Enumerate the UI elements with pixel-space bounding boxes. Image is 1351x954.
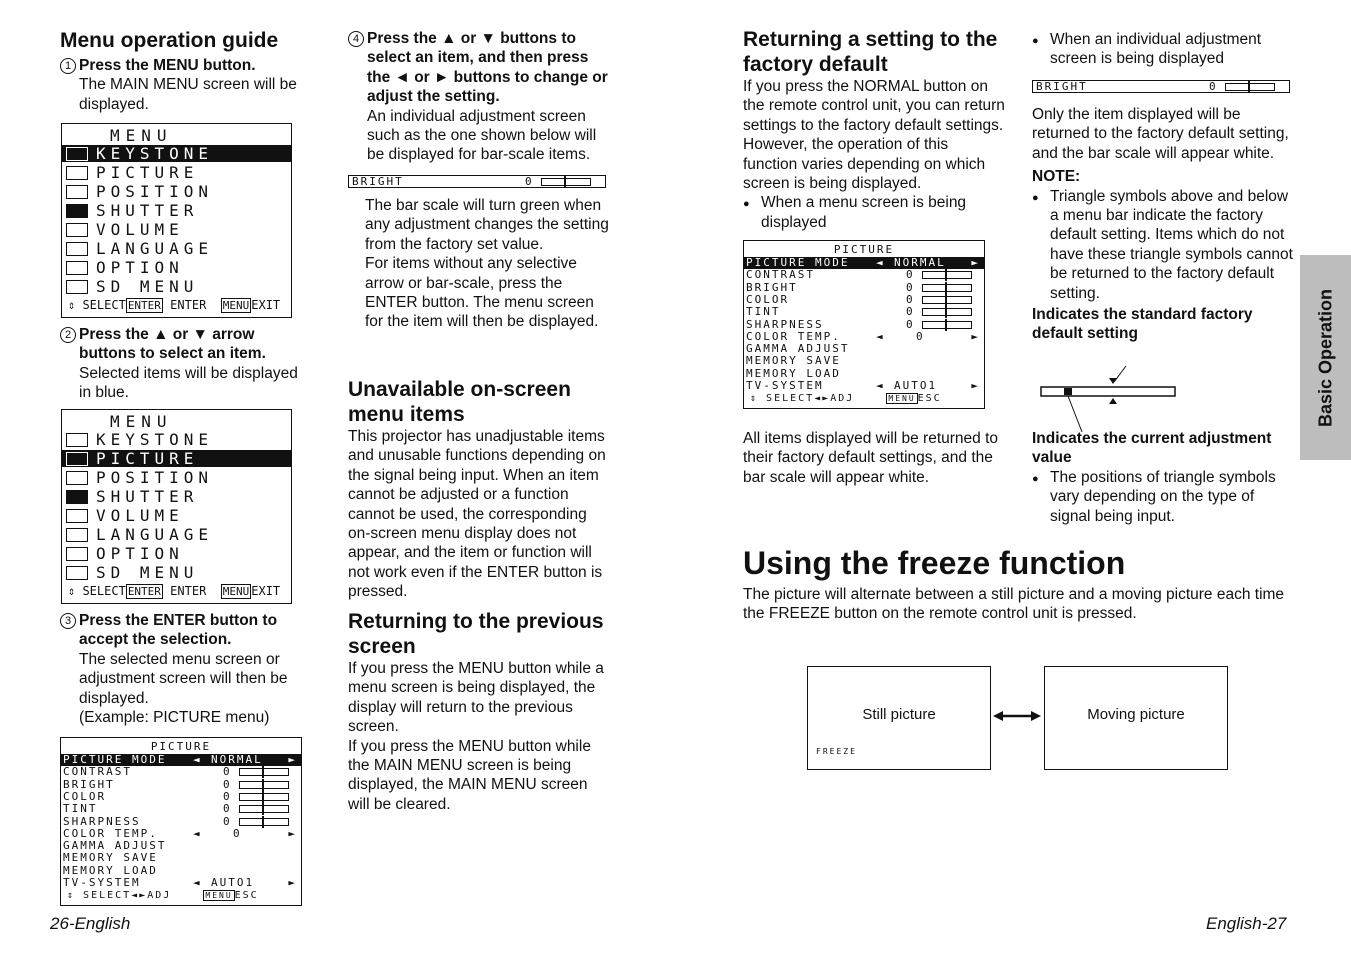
bar-scale <box>239 781 289 789</box>
menu-item-label: VOLUME <box>96 219 184 239</box>
picture-menu-row[interactable]: MEMORY SAVE <box>63 851 158 865</box>
paragraph: This projector has unadjustable items and unusable functions depending on the signal being input. When an item cannot be adjusted or a function cannot be used, the corresponding on-screen menu display does not appear, and the item or function will not work even if the ENTER button is pressed. <box>348 428 606 601</box>
picture-menu-row[interactable]: MEMORY SAVE <box>746 354 841 368</box>
current-value-section <box>1032 429 1294 526</box>
step-text: The selected menu screen or adjustment screen will then be displayed. <box>79 650 288 707</box>
side-tab-label: Basic Operation <box>1314 288 1335 427</box>
picture-menu-footer: ⇕ SELECT◄►ADJ MENU ESC <box>67 890 259 901</box>
section-title-factory-default: Returning a setting to the factory default <box>743 28 998 76</box>
bullet-menu-screen: ● When a menu screen is being displayed <box>743 193 1005 232</box>
menu-item-icon <box>66 242 88 256</box>
menu-title: MENU <box>110 412 173 431</box>
main-menu-screen-picture-selected <box>61 409 292 604</box>
picture-menu-row[interactable]: GAMMA ADJUST <box>63 839 167 853</box>
moving-picture-frame <box>1044 666 1228 770</box>
menu-item-label: POSITION <box>96 467 214 487</box>
bar-scale <box>922 308 972 316</box>
picture-menu-row[interactable]: BRIGHT 0 <box>61 779 301 791</box>
picture-menu-row[interactable]: PICTURE MODE ◄ NORMAL ► <box>61 754 301 766</box>
up-down-icon: ⇕ <box>67 890 84 901</box>
bright-adjust-bar <box>348 175 606 188</box>
menu-screen-result <box>743 429 1005 487</box>
step-2 <box>60 325 310 403</box>
menu-item[interactable] <box>62 202 291 219</box>
menu-item-icon <box>66 433 88 447</box>
freeze-osd-tag: FREEZE <box>816 746 857 756</box>
picture-menu-row[interactable]: SHARPNESS 0 <box>61 816 301 828</box>
picture-menu-row[interactable]: COLOR 0 <box>61 791 301 803</box>
picture-menu-screen <box>60 737 302 906</box>
paragraph: If you press the MENU button while a menu screen is being displayed, the display will return to the previous screen. <box>348 660 604 736</box>
picture-menu-row[interactable]: CONTRAST 0 <box>744 269 984 281</box>
picture-menu-title: PICTURE <box>150 740 212 753</box>
section-title-return-previous: Returning to the previous screen <box>348 610 604 658</box>
menu-item-icon <box>66 280 88 294</box>
bullet-individual-screen: ● When an individual adjustment screen is being displayed <box>1032 30 1292 69</box>
step-example: (Example: PICTURE menu) <box>79 709 270 727</box>
menu-item-icon <box>66 261 88 275</box>
menu-item-label: SHUTTER <box>96 200 199 220</box>
menu-item-label: LANGUAGE <box>96 524 214 544</box>
triangle-up-icon <box>1109 398 1117 404</box>
menu-item[interactable] <box>62 145 291 162</box>
picture-menu-footer: ⇕ SELECT◄►ADJ MENU ESC <box>750 393 942 404</box>
menu-item-label: OPTION <box>96 257 184 277</box>
menu-item-label: OPTION <box>96 543 184 563</box>
step-heading: Press the ENTER button to accept the selection. <box>79 612 278 649</box>
picture-menu-row[interactable]: GAMMA ADJUST <box>746 342 850 356</box>
bar-scale <box>1225 83 1275 91</box>
paragraph: If you press the MENU button while the MAIN MENU screen is being displayed, the MAIN MENU screen will be cleared. <box>348 737 591 813</box>
bar-scale <box>239 793 289 801</box>
menu-item[interactable] <box>62 488 291 505</box>
page-number-left: 26-English <box>50 914 131 933</box>
menu-item[interactable] <box>62 469 291 486</box>
step-heading: Press the ▲ or ▼ arrow buttons to select an item. <box>79 326 266 363</box>
picture-menu-row[interactable]: PICTURE MODE ◄ NORMAL ► <box>744 257 984 269</box>
step-heading: Press the ▲ or ▼ buttons to select an item, and then press the ◄ or ► buttons to change or adjust the setting. <box>367 30 608 106</box>
standard-setting-label: Indicates the standard factory default setting <box>1032 306 1253 343</box>
bar-scale <box>922 284 972 292</box>
picture-menu-row[interactable]: CONTRAST 0 <box>61 766 301 778</box>
menu-item-icon <box>66 471 88 485</box>
step-number: 2 <box>60 327 76 343</box>
picture-menu-row[interactable]: TV-SYSTEM ◄ AUTO1 ► <box>746 379 980 392</box>
left-right-icon: ◄► <box>131 890 148 901</box>
step-heading: Press the MENU button. <box>79 57 256 74</box>
menu-item[interactable] <box>62 564 291 581</box>
menu-item-icon <box>66 490 88 504</box>
menu-item-icon <box>66 223 88 237</box>
menu-footer: ⇕ SELECT ENTER ENTER MENU EXIT <box>68 584 281 598</box>
paragraph: All items displayed will be returned to their factory default settings, and the bar scale will appear white. <box>743 430 999 486</box>
bright-adjust-bar <box>1032 80 1290 93</box>
still-picture-frame <box>807 666 991 770</box>
menu-item-label: SD MENU <box>96 276 199 296</box>
menu-item[interactable] <box>62 545 291 562</box>
still-picture-label: Still picture <box>862 706 936 723</box>
double-arrow-icon <box>993 708 1041 724</box>
bar-scale <box>922 321 972 329</box>
menu-item[interactable] <box>62 240 291 257</box>
bright-label: BRIGHT <box>352 175 404 188</box>
bar-scale <box>541 178 591 186</box>
factory-default-diagram <box>1030 362 1190 434</box>
freeze-text: The picture will alternate between a still picture and a moving picture each time the FREEZE button on the remote control unit is pressed. <box>743 586 1285 623</box>
picture-menu-screen <box>743 240 985 409</box>
bright-label: BRIGHT <box>1036 80 1088 93</box>
bar-scale <box>922 296 972 304</box>
menu-item[interactable] <box>62 259 291 276</box>
position-bullet: ● The positions of triangle symbols vary depending on the type of signal being input. <box>1032 468 1294 526</box>
step-text: Selected items will be displayed in blue. <box>79 364 298 402</box>
bar-scale <box>922 271 972 279</box>
step-4 <box>348 29 610 165</box>
unavailable-section <box>348 377 610 602</box>
menu-item-label: PICTURE <box>96 162 199 182</box>
left-right-icon: ◄► <box>814 393 831 404</box>
up-down-icon: ⇕ <box>68 584 83 598</box>
triangle-down-icon <box>1109 378 1117 384</box>
menu-item-icon <box>66 452 88 466</box>
factory-default-section <box>743 27 1005 232</box>
note-section <box>1032 105 1294 344</box>
paragraph: For items without any selective arrow or bar-scale, press the ENTER button. The menu screen for the item will then be displayed. <box>365 255 599 331</box>
bar-scale <box>239 805 289 813</box>
menu-item-icon <box>66 509 88 523</box>
moving-picture-label: Moving picture <box>1087 706 1185 723</box>
step-1 <box>60 56 310 114</box>
individual-screen-section <box>1032 30 1292 69</box>
menu-guide-section <box>60 28 310 114</box>
picture-menu-row[interactable]: BRIGHT 0 <box>744 282 984 294</box>
paragraph: If you press the NORMAL button on the remote control unit, you can return settings to the factory default settings. However, the operation of this function varies depending on which screen is being displayed. <box>743 78 1005 193</box>
menu-bar <box>1041 387 1175 396</box>
note-label: NOTE: <box>1032 168 1081 186</box>
current-value-marker <box>1064 388 1072 395</box>
menu-item[interactable] <box>62 278 291 295</box>
picture-menu-row[interactable]: COLOR 0 <box>744 294 984 306</box>
picture-menu-row[interactable]: COLOR TEMP. ◄ 0 ► <box>746 329 980 343</box>
menu-item-label: POSITION <box>96 181 214 201</box>
menu-item-label: SD MENU <box>96 562 199 582</box>
paragraph: The bar scale will turn green when any adjustment changes the setting from the factory set value. <box>365 197 609 253</box>
picture-menu-row[interactable]: MEMORY LOAD <box>746 366 841 380</box>
section-title-menu-guide: Menu operation guide <box>60 29 279 52</box>
menu-item[interactable] <box>62 526 291 543</box>
menu-item-icon <box>66 204 88 218</box>
return-previous-section <box>348 609 610 814</box>
paragraph: Only the item displayed will be returned to the factory default setting, and the bar scale will appear white. <box>1032 106 1289 162</box>
current-value-label: Indicates the current adjustment value <box>1032 430 1272 467</box>
menu-item-label: VOLUME <box>96 505 184 525</box>
section-title-unavailable: Unavailable on-screen menu items <box>348 378 571 426</box>
menu-item-icon <box>66 147 88 161</box>
freeze-section <box>743 545 1303 624</box>
menu-footer: ⇕ SELECT ENTER ENTER MENU EXIT <box>68 298 281 312</box>
picture-menu-row[interactable]: SHARPNESS 0 <box>744 319 984 331</box>
picture-menu-row[interactable]: MEMORY LOAD <box>63 863 158 877</box>
step-number: 3 <box>60 613 76 629</box>
up-down-icon: ⇕ <box>750 393 767 404</box>
menu-item-label: KEYSTONE <box>96 429 214 449</box>
page-number-right: English-27 <box>1206 914 1287 933</box>
step-3 <box>60 611 310 727</box>
step-text: An individual adjustment screen such as the one shown below will be displayed for bar-scale items. <box>367 107 597 164</box>
picture-menu-title: PICTURE <box>833 243 895 256</box>
menu-item-icon <box>66 547 88 561</box>
menu-item-label: LANGUAGE <box>96 238 214 258</box>
picture-menu-row[interactable]: TV-SYSTEM ◄ AUTO1 ► <box>63 876 297 889</box>
picture-menu-row[interactable]: TINT 0 <box>744 306 984 318</box>
menu-item-label: SHUTTER <box>96 486 199 506</box>
menu-item[interactable] <box>62 183 291 200</box>
menu-item[interactable] <box>62 507 291 524</box>
step-number: 4 <box>348 31 364 47</box>
menu-item-label: PICTURE <box>96 448 199 468</box>
picture-menu-row[interactable]: TINT 0 <box>61 803 301 815</box>
menu-item-icon <box>66 566 88 580</box>
menu-item-label: KEYSTONE <box>96 143 214 163</box>
menu-item-icon <box>66 185 88 199</box>
pointer-line-current <box>1068 396 1082 432</box>
menu-item[interactable] <box>62 431 291 448</box>
bar-scale <box>239 818 289 826</box>
menu-title: MENU <box>110 126 173 145</box>
up-down-icon: ⇕ <box>68 298 83 312</box>
step-number: 1 <box>60 58 76 74</box>
bar-scale-notes <box>365 196 610 332</box>
step-text: The MAIN MENU screen will be displayed. <box>79 76 297 113</box>
main-menu-screen <box>61 123 292 318</box>
basic-operation-tab <box>1300 255 1351 460</box>
menu-item[interactable] <box>62 450 291 467</box>
picture-menu-row[interactable]: COLOR TEMP. ◄ 0 ► <box>63 826 297 840</box>
note-bullet: ● Triangle symbols above and below a menu bar indicate the factory default setting. Items which do not have these triangle symbols cannot be returned to the factory default setting. <box>1032 187 1294 303</box>
bright-value: 0 <box>525 175 534 188</box>
menu-item-icon <box>66 166 88 180</box>
bar-scale <box>239 768 289 776</box>
menu-item[interactable] <box>62 164 291 181</box>
menu-item[interactable] <box>62 221 291 238</box>
bright-value: 0 <box>1209 80 1218 93</box>
freeze-title: Using the freeze function <box>743 545 1126 581</box>
menu-item-icon <box>66 528 88 542</box>
